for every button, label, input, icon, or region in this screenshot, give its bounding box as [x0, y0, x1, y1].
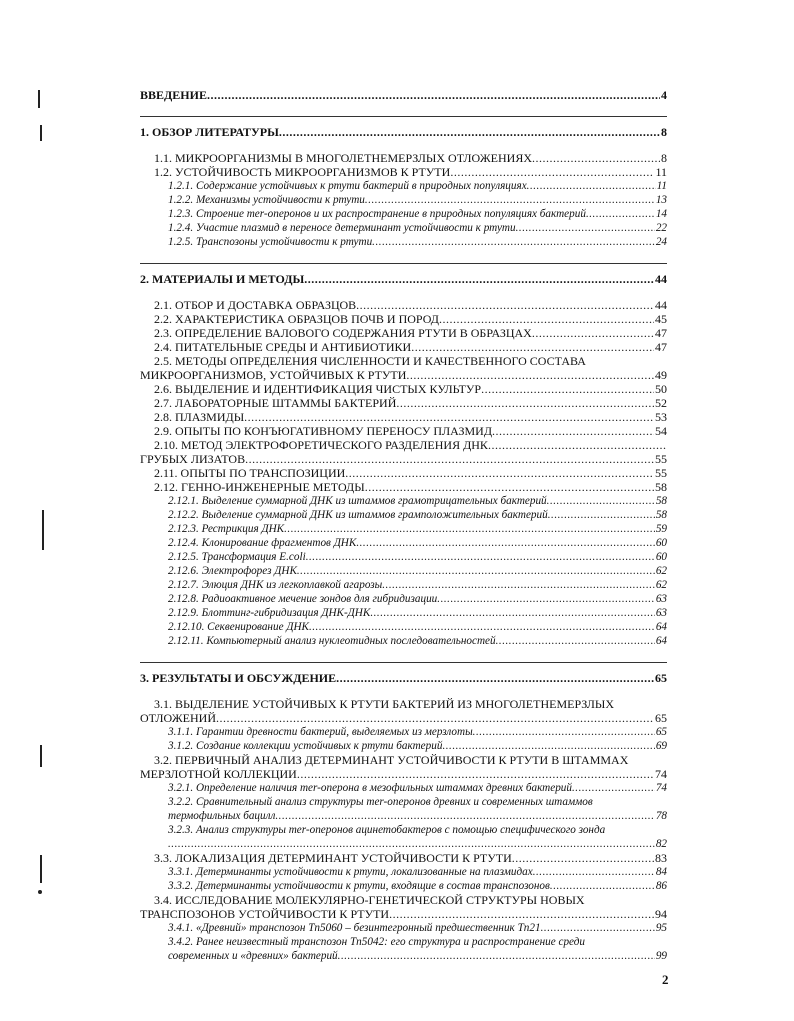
toc-entry-page: 13 [655, 194, 667, 206]
toc-entry-title: 1.2.2. Механизмы устойчивости к ртути [168, 194, 365, 206]
toc-entry-title: 3.3.2. Детерминанты устойчивости к ртути, входящие в состав транспозонов [168, 880, 550, 892]
toc-entry [140, 725, 667, 739]
toc-entry [140, 739, 667, 753]
toc-entry [140, 578, 667, 592]
dot-leader [411, 340, 654, 354]
scan-mark [40, 855, 42, 883]
toc-entry [140, 620, 667, 634]
toc-entry [140, 508, 667, 522]
toc-entry [140, 935, 667, 963]
toc-entry [140, 564, 667, 578]
dot-leader [396, 396, 654, 410]
toc-entry-page: 54 [655, 424, 667, 438]
toc-entry [140, 235, 667, 249]
toc-entry [140, 179, 667, 193]
toc-entry-title: МЕРЗЛОТНОЙ КОЛЛЕКЦИИ [140, 767, 297, 781]
dot-leader [450, 165, 654, 179]
toc-entry-title: 3.1. ВЫДЕЛЕНИЕ УСТОЙЧИВЫХ К РТУТИ БАКТЕРИЙ ИЗ МНОГОЛЕТНЕМЕРЗЛЫХ [154, 697, 615, 711]
toc-entry-page: 84 [655, 866, 667, 878]
dot-leader [244, 410, 654, 424]
toc-entry-title: 2.12.10. Секвенирование ДНК [168, 621, 309, 633]
toc-entry-title: 2.10. МЕТОД ЭЛЕКТРОФОРЕТИЧЕСКОГО РАЗДЕЛЕНИЯ ДНК [154, 438, 488, 452]
toc-entry-title: 2.12. ГЕННО-ИНЖЕНЕРНЫЕ МЕТОДЫ [154, 480, 365, 494]
toc-entry [140, 697, 667, 725]
dot-leader [492, 424, 654, 438]
dot-leader [512, 851, 654, 865]
toc-entry-page: 8 [661, 125, 667, 139]
toc-entry [140, 536, 667, 550]
dot-leader [365, 480, 654, 494]
toc-entry [140, 893, 667, 921]
toc-entry-title: термофильных бацилл [168, 810, 276, 822]
dot-leader [207, 88, 660, 102]
toc-entry [140, 207, 667, 221]
toc-entry-page: 83 [655, 851, 667, 865]
toc-entry [140, 634, 667, 648]
toc-entry-title: 2.12.8. Радиоактивное мечение зондов для гибридизации [168, 593, 438, 605]
toc-entry [140, 382, 667, 396]
toc-entry-title: 3.2.2. Сравнительный анализ структуры mer-оперонов древних и современных штаммов [168, 796, 593, 808]
dot-leader [297, 767, 654, 781]
toc-entry-page: 4 [661, 88, 667, 102]
toc-entry-title: 1.2.1. Содержание устойчивых к ртути бактерий в природных популяциях [168, 180, 527, 192]
toc-entry-title: 3.1.2. Создание коллекции устойчивых к ртути бактерий [168, 740, 443, 752]
toc-entry [140, 606, 667, 620]
toc-entry [140, 354, 667, 382]
toc-entry [140, 193, 667, 207]
dot-leader [279, 125, 660, 139]
toc-entry [140, 781, 667, 795]
toc-entry-page: 44 [655, 298, 667, 312]
toc-entry [140, 298, 667, 312]
toc-entry-title: 2.12.5. Трансформация E.coli [168, 551, 306, 563]
toc-entry [140, 753, 667, 781]
toc-entry-page: 24 [655, 236, 667, 248]
toc-entry [140, 522, 667, 536]
toc-entry-title: современных и «древних» бактерий [168, 950, 338, 962]
toc-entry [140, 662, 667, 685]
toc-entry [140, 480, 667, 494]
toc-entry [140, 116, 667, 139]
dot-leader [275, 809, 654, 823]
toc-entry-page: 82 [655, 838, 667, 850]
toc-entry-page: 11 [655, 165, 667, 179]
toc-entry [140, 466, 667, 480]
dot-leader [284, 522, 655, 536]
toc-entry [140, 795, 667, 823]
toc-entry-page: 53 [655, 410, 667, 424]
toc-entry-page: 65 [655, 711, 667, 725]
toc-entry [140, 88, 667, 102]
toc-entry-title: 2.1. ОТБОР И ДОСТАВКА ОБРАЗЦОВ [154, 298, 357, 312]
toc-entry [140, 263, 667, 286]
toc-entry-page: 11 [656, 180, 667, 192]
toc-entry-page: 86 [655, 880, 667, 892]
dot-leader [439, 312, 654, 326]
toc-entry-page: 58 [655, 495, 667, 507]
toc-entry [140, 823, 667, 851]
toc-entry-page: 44 [655, 272, 667, 286]
toc-entry-page: 94 [655, 907, 667, 921]
toc-entry-title: 1. ОБЗОР ЛИТЕРАТУРЫ [140, 125, 279, 139]
dot-leader [297, 564, 655, 578]
toc-entry-title: 2.12.4. Клонирование фрагментов ДНК [168, 537, 357, 549]
dot-leader [541, 921, 655, 935]
dot-leader [488, 438, 667, 452]
toc-entry [140, 165, 667, 179]
dot-leader [382, 578, 655, 592]
toc-entry-page: 52 [655, 396, 667, 410]
dot-leader [533, 865, 655, 879]
scan-mark [40, 745, 42, 767]
dot-leader [532, 326, 654, 340]
toc-entry-title: 2.12.1. Выделение суммарной ДНК из штаммов грамотрицательных бактерий [168, 495, 547, 507]
toc-entry [140, 438, 667, 466]
toc-entry-page: 65 [655, 726, 667, 738]
toc-entry-title: ОТЛОЖЕНИЙ [140, 711, 216, 725]
toc-entry-page: 47 [655, 340, 667, 354]
dot-leader [548, 508, 655, 522]
toc-entry-title: 3.2.3. Анализ структуры mer-оперонов ацинетобактеров с помощью специфического зонда [168, 824, 606, 836]
scan-mark [38, 90, 40, 108]
toc-entry [140, 921, 667, 935]
toc-entry-title: 2.7. ЛАБОРАТОРНЫЕ ШТАММЫ БАКТЕРИЙ [154, 396, 397, 410]
toc-entry [140, 396, 667, 410]
toc-entry-title: 3.3. ЛОКАЛИЗАЦИЯ ДЕТЕРМИНАНТ УСТОЙЧИВОСТИ К РТУТИ [154, 851, 512, 865]
toc-entry-title: 2.3. ОПРЕДЕЛЕНИЕ ВАЛОВОГО СОДЕРЖАНИЯ РТУТИ В ОБРАЗЦАХ [154, 326, 532, 340]
toc-entry-title: МИКРООРГАНИЗМОВ, УСТОЙЧИВЫХ К РТУТИ [140, 368, 407, 382]
toc-entry-title: 3.4.1. «Древний» транспозон Tn5060 – безинтегронный предшественник Tn21 [168, 922, 541, 934]
toc-entry-page: 8 [661, 151, 667, 165]
dot-leader [473, 725, 655, 739]
toc-entry-title: ВВЕДЕНИЕ [140, 88, 207, 102]
toc-entry [140, 851, 667, 865]
toc-entry-page: 60 [655, 551, 667, 563]
toc-entry-title: 2.12.7. Элюция ДНК из легкоплавкой агарозы [168, 579, 383, 591]
dot-leader [356, 298, 654, 312]
scan-mark [42, 510, 44, 550]
toc-entry-title: 2.6. ВЫДЕЛЕНИЕ И ИДЕНТИФИКАЦИЯ ЧИСТЫХ КУЛЬТУР [154, 382, 482, 396]
toc-entry-title: 2.9. ОПЫТЫ ПО КОНЪЮГАТИВНОМУ ПЕРЕНОСУ ПЛАЗМИД [154, 424, 493, 438]
toc-entry [140, 550, 667, 564]
toc-entry-page: 14 [655, 208, 667, 220]
toc-entry-page: 60 [655, 537, 667, 549]
dot-leader [338, 949, 655, 963]
toc-entry-page: 62 [655, 579, 667, 591]
toc-entry-title: ГРУБЫХ ЛИЗАТОВ [140, 452, 246, 466]
toc-entry [140, 221, 667, 235]
toc-entry-title: 2.2. ХАРАКТЕРИСТИКА ОБРАЗЦОВ ПОЧВ И ПОРОД [154, 312, 439, 326]
toc-entry-title: 1.2. УСТОЙЧИВОСТЬ МИКРООРГАНИЗМОВ К РТУТИ [154, 165, 451, 179]
dot-leader [309, 620, 655, 634]
dot-leader [550, 879, 655, 893]
toc-entry-page: 63 [655, 607, 667, 619]
toc-entry [140, 592, 667, 606]
toc-entry-title: 1.2.5. Транспозоны устойчивости к ртути [168, 236, 373, 248]
toc-entry-page: 55 [655, 466, 667, 480]
toc-entry-title: 2.5. МЕТОДЫ ОПРЕДЕЛЕНИЯ ЧИСЛЕННОСТИ И КАЧЕСТВЕННОГО СОСТАВА [154, 354, 586, 368]
toc-entry-page: 74 [655, 782, 667, 794]
dot-leader [216, 711, 654, 725]
toc-entry-title: 3.4.2. Ранее неизвестный транспозон Tn5042: его структура и распространение среди [168, 936, 585, 948]
toc-entry [140, 326, 667, 340]
toc-entry-title: 1.2.4. Участие плазмид в переносе детерминант устойчивости к ртути [168, 222, 516, 234]
toc-entry-title: 2.12.2. Выделение суммарной ДНК из штаммов грамположительных бактерий [168, 509, 548, 521]
dot-leader [372, 235, 655, 249]
toc-entry-page: 45 [655, 312, 667, 326]
toc-entry [140, 410, 667, 424]
toc-entry-page: 55 [655, 452, 667, 466]
toc-entry [140, 340, 667, 354]
dot-leader [547, 494, 655, 508]
toc-entry-page: 62 [655, 565, 667, 577]
toc-entry-page: 49 [655, 368, 667, 382]
dot-leader [516, 221, 655, 235]
toc-entry-title: 1.2.3. Строение mer-оперонов и их распространение в природных популяциях бактерий [168, 208, 586, 220]
dot-leader [437, 592, 655, 606]
dot-leader [481, 382, 654, 396]
dot-leader [527, 179, 656, 193]
dot-leader [345, 466, 654, 480]
toc-entry-page: 95 [655, 922, 667, 934]
toc-entry-page: 74 [655, 767, 667, 781]
toc-entry-title: ТРАНСПОЗОНОВ УСТОЙЧИВОСТИ К РТУТИ [140, 907, 390, 921]
toc-entry [140, 424, 667, 438]
dot-leader [336, 671, 654, 685]
dot-leader [389, 907, 654, 921]
dot-leader [532, 151, 660, 165]
toc-entry-page: 22 [655, 222, 667, 234]
dot-leader [245, 452, 654, 466]
toc-entry-title: 3.1.1. Гарантии древности бактерий, выделяемых из мерзлоты [168, 726, 473, 738]
toc-entry-page: 78 [655, 810, 667, 822]
toc-entry-title: 2.12.6. Электрофорез ДНК [168, 565, 297, 577]
dot-leader [304, 272, 654, 286]
toc-entry-page: 63 [655, 593, 667, 605]
toc-entry-title: 2.4. ПИТАТЕЛЬНЫЕ СРЕДЫ И АНТИБИОТИКИ [154, 340, 412, 354]
dot-leader [168, 837, 655, 851]
toc-entry-page: 99 [655, 950, 667, 962]
table-of-contents [140, 88, 667, 963]
toc-entry [140, 865, 667, 879]
toc-entry-title: 3.2.1. Определение наличия mer-оперона в мезофильных штаммах древних бактерий [168, 782, 572, 794]
toc-entry-page: 64 [655, 621, 667, 633]
toc-entry-page: 59 [655, 523, 667, 535]
toc-entry-title: 2. МАТЕРИАЛЫ И МЕТОДЫ [140, 272, 305, 286]
dot-leader [496, 634, 655, 648]
toc-entry-page: 50 [655, 382, 667, 396]
toc-entry-title: 2.12.11. Компьютерный анализ нуклеотидных последовательностей [168, 635, 496, 647]
toc-entry-title: 3.4. ИССЛЕДОВАНИЕ МОЛЕКУЛЯРНО-ГЕНЕТИЧЕСКОЙ СТРУКТУРЫ НОВЫХ [154, 893, 585, 907]
toc-entry-title: 2.11. ОПЫТЫ ПО ТРАНСПОЗИЦИИ [154, 466, 346, 480]
page-number: 2 [662, 972, 669, 987]
dot-leader [406, 368, 654, 382]
toc-entry-page: 65 [655, 671, 667, 685]
toc-entry [140, 151, 667, 165]
dot-leader [586, 207, 655, 221]
dot-leader [572, 781, 655, 795]
toc-entry-page: 64 [655, 635, 667, 647]
toc-entry-title: 2.12.3. Рестрикция ДНК [168, 523, 285, 535]
toc-entry-page: 47 [655, 326, 667, 340]
toc-entry-page: 58 [655, 480, 667, 494]
toc-entry-title: 2.12.9. Блоттинг-гибридизация ДНК-ДНК [168, 607, 371, 619]
toc-entry-page: 69 [655, 740, 667, 752]
toc-entry-title: 3.3.1. Детерминанты устойчивости к ртути, локализованные на плазмидах [168, 866, 533, 878]
toc-entry [140, 494, 667, 508]
dot-leader [370, 606, 655, 620]
toc-entry-title: 3. РЕЗУЛЬТАТЫ И ОБСУЖДЕНИЕ [140, 671, 337, 685]
dot-leader [365, 193, 655, 207]
scan-mark [38, 890, 42, 894]
toc-entry-title: 2.8. ПЛАЗМИДЫ [154, 410, 245, 424]
toc-entry [140, 312, 667, 326]
toc-entry-title: 1.1. МИКРООРГАНИЗМЫ В МНОГОЛЕТНЕМЕРЗЛЫХ ОТЛОЖЕНИЯХ [154, 151, 533, 165]
dot-leader [306, 550, 655, 564]
toc-entry-title: 3.2. ПЕРВИЧНЫЙ АНАЛИЗ ДЕТЕРМИНАНТ УСТОЙЧИВОСТИ К РТУТИ В ШТАММАХ [154, 753, 629, 767]
toc-entry-page: 58 [655, 509, 667, 521]
dot-leader [356, 536, 654, 550]
toc-entry [140, 879, 667, 893]
dot-leader [442, 739, 654, 753]
scan-mark [40, 125, 42, 141]
